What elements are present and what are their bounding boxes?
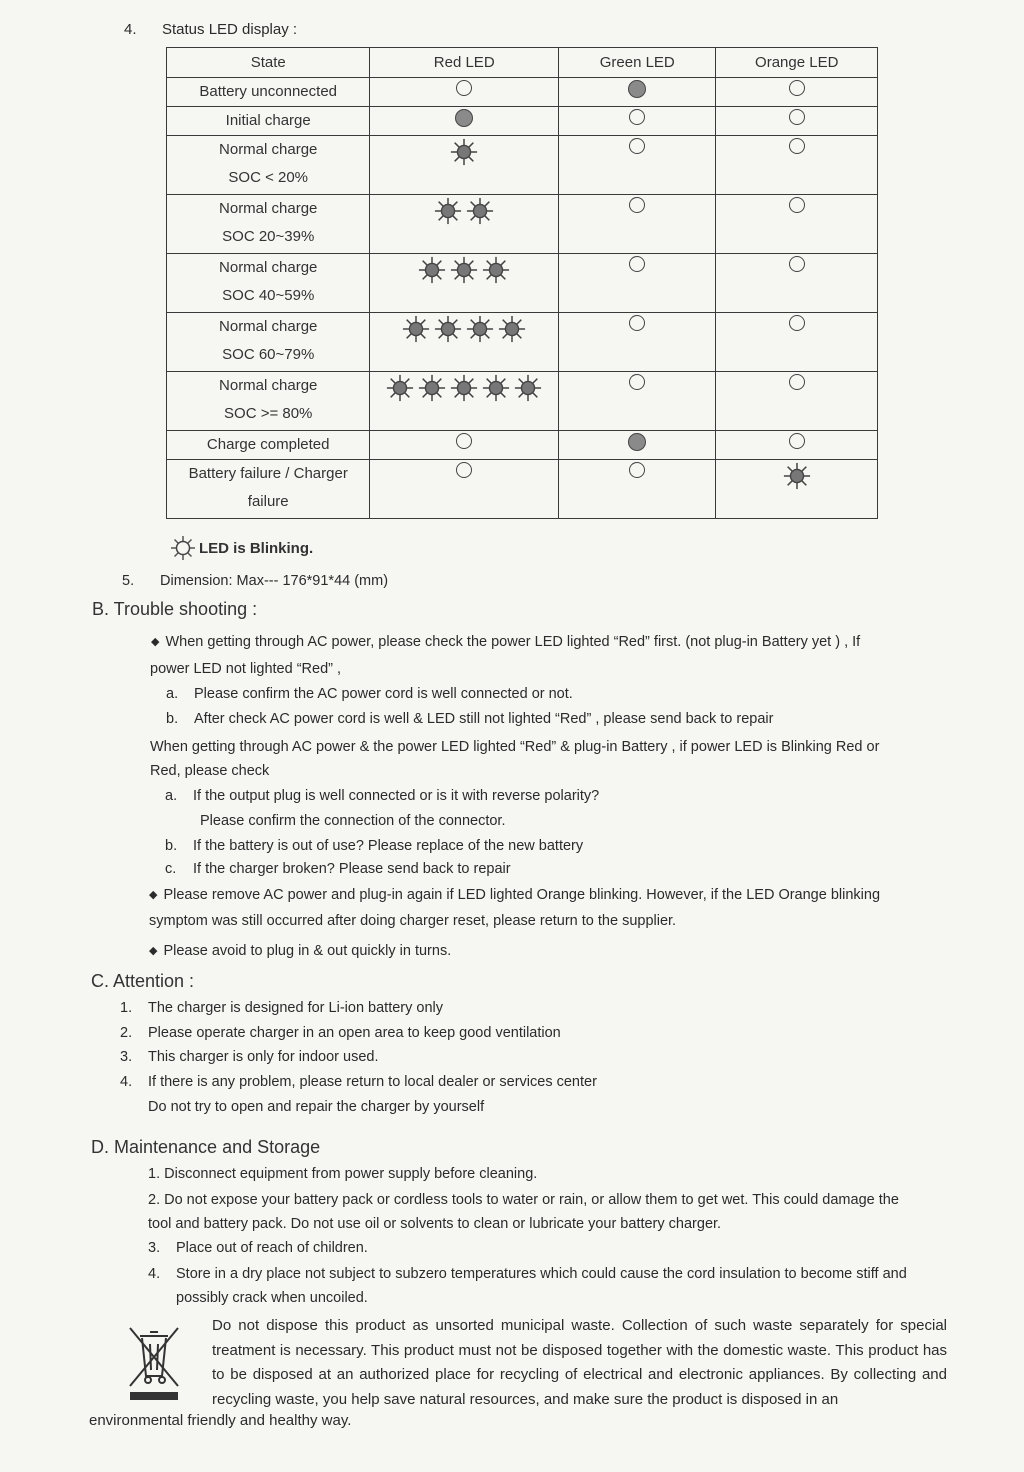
attention-item-1-text: The charger is designed for Li-ion battery only [148, 1000, 443, 1016]
maintenance-item-4-line-1: Store in a dry place not subject to subzero temperatures which could cause the cord insulation to become stiff and [176, 1266, 907, 1282]
section-b-a2-label: a. [165, 788, 178, 804]
red-led-indicator [370, 431, 558, 449]
red-led-indicator [370, 195, 558, 225]
state-cell [167, 254, 370, 313]
green-led-cell [559, 195, 716, 254]
header-orange-led: Orange LED [716, 48, 878, 78]
blinking-led-icon [782, 462, 812, 490]
blinking-led-icon [449, 256, 479, 284]
section-b-b1-text: After check AC power cord is well & LED still not lighted “Red” , please send back to repair [194, 711, 774, 727]
section-b-bullet-1-line-2: power LED not lighted “Red” , [150, 661, 342, 677]
led-off-icon [456, 433, 472, 449]
maintenance-item-2-line-2: tool and battery pack. Do not use oil or solvents to clean or lubricate your battery charger. [148, 1216, 722, 1232]
green-led-indicator [559, 195, 715, 213]
status-led-table [166, 47, 878, 519]
header-state: State [167, 48, 370, 78]
red-led-cell [370, 372, 559, 431]
header-red-led: Red LED [370, 48, 559, 78]
led-off-icon [629, 374, 645, 390]
table-row [167, 313, 878, 372]
state-label: SOC < 20% [228, 169, 309, 186]
state-label: SOC 20~39% [222, 228, 315, 245]
red-led-indicator [370, 254, 558, 284]
orange-led-indicator [716, 313, 877, 331]
led-off-icon [629, 197, 645, 213]
section-b-c2-label: c. [165, 861, 177, 877]
orange-led-cell [716, 460, 878, 519]
section-b-bullet-2-line-1: ◆ Please remove AC power and plug-in again if LED lighted Orange blinking. However, if the LED Orange blinking [149, 887, 881, 903]
blinking-led-icon [497, 315, 527, 343]
led-off-icon [789, 315, 805, 331]
blinking-led-icon [465, 315, 495, 343]
state-cell [167, 313, 370, 372]
section-b-a2-subtext: Please confirm the connection of the connector. [200, 813, 506, 829]
table-row [167, 372, 878, 431]
red-led-cell [370, 460, 559, 519]
disposal-paragraph: Do not dispose this product as unsorted municipal waste. Collection of such waste separately for special treatment is necessary. This product must not be disposed together with the domestic waste. This product has to be disposed at an authorized place for recycling of electrical and electronic appliances. By collecting and recycling waste, you help save natural resources, and make sure the product is disposed in an [212, 1317, 947, 1408]
green-led-indicator [559, 313, 715, 331]
state-label: Normal charge [219, 377, 318, 394]
orange-led-cell [716, 372, 878, 431]
green-led-cell [559, 372, 716, 431]
green-led-indicator [559, 431, 715, 451]
red-led-indicator [370, 460, 558, 478]
green-led-cell [559, 254, 716, 313]
section-b-a1-label: a. [166, 686, 179, 702]
blinking-led-icon [433, 197, 463, 225]
green-led-cell [559, 313, 716, 372]
blinking-led-icon [449, 138, 479, 166]
weee-crossed-bin-icon [126, 1322, 182, 1402]
red-led-cell [370, 136, 559, 195]
blinking-led-icon [433, 315, 463, 343]
maintenance-item-1: 1. Disconnect equipment from power supply before cleaning. [148, 1166, 538, 1182]
blinking-led-icon [465, 197, 495, 225]
bullet-icon: ◆ [149, 945, 158, 957]
maintenance-item-4-number: 4. [148, 1266, 161, 1282]
attention-item-4-number: 4. [120, 1074, 133, 1090]
table-row [167, 195, 878, 254]
header-green-led: Green LED [559, 48, 716, 78]
state-label: SOC >= 80% [224, 405, 313, 422]
orange-led-cell [716, 431, 878, 460]
red-led-cell [370, 431, 559, 460]
led-on-icon [628, 80, 646, 98]
table-header-row [167, 48, 878, 78]
item-5-number: 5. [122, 573, 135, 589]
led-on-icon [628, 433, 646, 451]
led-off-icon [789, 256, 805, 272]
led-off-icon [629, 138, 645, 154]
red-led-indicator [370, 78, 558, 96]
disposal-paragraph-end: environmental friendly and healthy way. [89, 1412, 352, 1429]
green-led-indicator [559, 254, 715, 272]
red-led-cell [370, 254, 559, 313]
green-led-cell [559, 460, 716, 519]
state-label: Normal charge [219, 318, 318, 335]
state-label: Initial charge [225, 112, 311, 129]
led-off-icon [789, 197, 805, 213]
table-row [167, 460, 878, 519]
orange-led-indicator [716, 78, 877, 96]
state-cell [167, 372, 370, 431]
section-b-b1-label: b. [166, 711, 179, 727]
state-cell [167, 107, 370, 136]
green-led-cell [559, 107, 716, 136]
attention-item-4-subtext: Do not try to open and repair the charger by yourself [148, 1099, 485, 1115]
maintenance-item-2-line-1: 2. Do not expose your battery pack or cordless tools to water or rain, or allow them to get wet. This could damage the [148, 1192, 899, 1208]
state-label: Normal charge [219, 200, 318, 217]
orange-led-indicator [716, 460, 877, 490]
red-led-indicator [370, 107, 558, 127]
blinking-led-icon [481, 256, 511, 284]
led-table-body [167, 78, 878, 519]
state-label: Normal charge [219, 259, 318, 276]
red-led-cell [370, 78, 559, 107]
led-off-icon [789, 374, 805, 390]
section-d-title: D. Maintenance and Storage [91, 1137, 321, 1157]
attention-item-3-text: This charger is only for indoor used. [148, 1049, 379, 1065]
state-cell [167, 431, 370, 460]
table-row [167, 107, 878, 136]
green-led-cell [559, 78, 716, 107]
green-led-indicator [559, 78, 715, 98]
green-led-indicator [559, 372, 715, 390]
orange-led-indicator [716, 195, 877, 213]
maintenance-item-3-text: Place out of reach of children. [176, 1240, 368, 1256]
state-label: failure [247, 493, 289, 510]
red-led-cell [370, 195, 559, 254]
section-c-title: C. Attention : [91, 971, 195, 991]
blinking-led-icon [401, 315, 431, 343]
blinking-legend-icon [170, 535, 196, 561]
attention-item-2-number: 2. [120, 1025, 133, 1041]
table-row [167, 254, 878, 313]
item-4-number: 4. [124, 21, 137, 38]
blinking-led-icon [385, 374, 415, 402]
state-label: Battery failure / Charger [188, 465, 348, 482]
red-led-indicator [370, 313, 558, 343]
table-row [167, 78, 878, 107]
section-b-c2-text: If the charger broken? Please send back to repair [193, 861, 511, 877]
attention-item-3-number: 3. [120, 1049, 133, 1065]
led-off-icon [789, 138, 805, 154]
orange-led-cell [716, 78, 878, 107]
led-off-icon [456, 462, 472, 478]
red-led-indicator [370, 372, 558, 402]
red-led-cell [370, 107, 559, 136]
blinking-led-icon [417, 374, 447, 402]
orange-led-cell [716, 254, 878, 313]
attention-item-4-text: If there is any problem, please return to local dealer or services center [148, 1074, 597, 1090]
section-b-b2-text: If the battery is out of use? Please replace of the new battery [193, 838, 584, 854]
led-off-icon [789, 433, 805, 449]
green-led-indicator [559, 107, 715, 125]
led-off-icon [629, 315, 645, 331]
state-label: SOC 40~59% [222, 287, 315, 304]
green-led-cell [559, 136, 716, 195]
state-label: SOC 60~79% [222, 346, 315, 363]
led-off-icon [629, 256, 645, 272]
section-b-a1-text: Please confirm the AC power cord is well connected or not. [194, 686, 573, 702]
state-label: Battery unconnected [199, 83, 337, 100]
led-off-icon [789, 109, 805, 125]
orange-led-indicator [716, 136, 877, 154]
state-cell [167, 136, 370, 195]
section-b-b2-label: b. [165, 838, 178, 854]
red-led-indicator [370, 136, 558, 166]
section-b-bullet-2-line-2: symptom was still occurred after doing charger reset, please return to the supplier. [149, 913, 677, 929]
led-off-icon [789, 80, 805, 96]
section-b-bullet-3: ◆ Please avoid to plug in & out quickly in turns. [149, 943, 452, 959]
state-label: Normal charge [219, 141, 318, 158]
orange-led-indicator [716, 431, 877, 449]
led-off-icon [456, 80, 472, 96]
blinking-led-icon [417, 256, 447, 284]
section-b-para-2-line-2: Red, please check [150, 763, 270, 779]
blinking-led-icon [449, 374, 479, 402]
state-cell [167, 78, 370, 107]
red-led-cell [370, 313, 559, 372]
table-row [167, 136, 878, 195]
green-led-indicator [559, 460, 715, 478]
orange-led-indicator [716, 254, 877, 272]
orange-led-cell [716, 136, 878, 195]
maintenance-item-4-line-2: possibly crack when uncoiled. [176, 1290, 368, 1306]
item-4-title: Status LED display : [162, 21, 298, 38]
led-on-icon [455, 109, 473, 127]
orange-led-indicator [716, 372, 877, 390]
bullet-icon: ◆ [151, 636, 160, 648]
section-b-title: B. Trouble shooting : [92, 599, 258, 619]
blinking-led-icon [513, 374, 543, 402]
section-b-a2-text: If the output plug is well connected or is it with reverse polarity? [193, 788, 600, 804]
state-cell [167, 460, 370, 519]
table-row [167, 431, 878, 460]
attention-item-1-number: 1. [120, 1000, 133, 1016]
green-led-cell [559, 431, 716, 460]
blinking-legend-text: LED is Blinking. [199, 540, 314, 557]
orange-led-cell [716, 195, 878, 254]
led-off-icon [629, 462, 645, 478]
bullet-icon: ◆ [149, 889, 158, 901]
maintenance-item-3-number: 3. [148, 1240, 161, 1256]
state-cell [167, 195, 370, 254]
orange-led-cell [716, 313, 878, 372]
section-b-para-2-line-1: When getting through AC power & the power LED lighted “Red” & plug-in Battery , if power LED is Blinking Red or [150, 739, 880, 755]
attention-item-2-text: Please operate charger in an open area to keep good ventilation [148, 1025, 561, 1041]
green-led-indicator [559, 136, 715, 154]
orange-led-indicator [716, 107, 877, 125]
section-b-bullet-1-line-1: ◆ When getting through AC power, please check the power LED lighted “Red” first. (not plug-in Battery yet ) , If [151, 634, 861, 650]
state-label: Charge completed [206, 436, 330, 453]
item-5-dimension: Dimension: Max--- 176*91*44 (mm) [160, 573, 389, 589]
led-off-icon [629, 109, 645, 125]
blinking-led-icon [481, 374, 511, 402]
orange-led-cell [716, 107, 878, 136]
